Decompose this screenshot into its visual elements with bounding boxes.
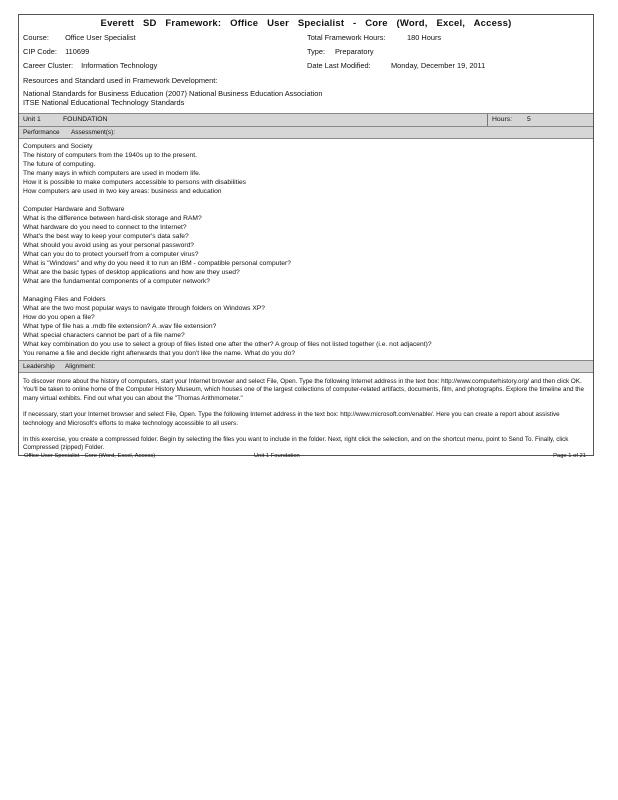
resources-label: Resources and Standard used in Framework Development: bbox=[23, 76, 218, 85]
section-files-folders bbox=[23, 295, 589, 358]
section-line: How computers are used in two key areas: business and education bbox=[23, 188, 222, 195]
course-label: Course: bbox=[23, 33, 49, 42]
resource-item: ITSE National Educational Technology Standards bbox=[23, 98, 185, 107]
section-hardware-software bbox=[23, 205, 589, 286]
performance-assessment-bar bbox=[19, 127, 593, 139]
section-spacer bbox=[23, 196, 589, 205]
alignment-label: Alignment: bbox=[65, 363, 96, 370]
section-line: What are the basic types of desktop applications and how are they used? bbox=[23, 269, 240, 276]
cluster-value: Information Technology bbox=[81, 61, 158, 70]
hours-label: Total Framework Hours: bbox=[307, 33, 386, 42]
cip-value: 110699 bbox=[65, 47, 90, 56]
unit-header-bar bbox=[19, 113, 593, 127]
assessment-label: Assessment(s): bbox=[71, 129, 116, 136]
modified-label: Date Last Modified: bbox=[307, 61, 371, 70]
leadership-alignment-bar bbox=[19, 360, 593, 373]
course-metadata bbox=[19, 31, 593, 89]
section-line: Computers and Society bbox=[23, 143, 93, 150]
assessment-content bbox=[19, 139, 593, 360]
paragraph: In this exercise, you create a compressed folder. Begin by selecting the files you want to include in the folder. Next, right click the selection, and on the shortcut menu, point to Send To. Finally, click Compressed (zipped) Folder. bbox=[23, 436, 569, 452]
section-computers-society bbox=[23, 142, 589, 196]
cluster-row bbox=[23, 61, 157, 70]
unit-hours-label: Hours: bbox=[492, 116, 513, 123]
section-line: The history of computers from the 1940s up to the present. bbox=[23, 152, 197, 159]
hours-value: 180 Hours bbox=[407, 33, 442, 42]
document-title: Everett SD Framework: Office User Specialist - Core (Word, Excel, Access) bbox=[100, 18, 512, 29]
section-line: What key combination do you use to select a group of files listed one after the other? A group of files not listed together (i.e. not adjacent)? bbox=[23, 341, 432, 348]
section-line: What should you avoid using as your personal password? bbox=[23, 242, 195, 249]
unit-number: Unit 1 bbox=[23, 116, 41, 123]
section-spacer bbox=[23, 286, 589, 295]
type-value: Preparatory bbox=[335, 47, 374, 56]
resource-item: National Standards for Business Education (2007) National Business Education Association bbox=[23, 89, 323, 98]
leadership-paragraphs bbox=[19, 373, 593, 453]
performance-label: Performance bbox=[23, 129, 60, 136]
section-line: What's the best way to keep your computer's data safe? bbox=[23, 233, 189, 240]
section-line: What can you do to protect yourself from a computer virus? bbox=[23, 251, 199, 258]
unit-name: FOUNDATION bbox=[63, 116, 108, 123]
section-line: What is the difference between hard-disk storage and RAM? bbox=[23, 215, 202, 222]
modified-value: Monday, December 19, 2011 bbox=[391, 61, 486, 70]
section-line: What are the two most popular ways to navigate through folders on Windows XP? bbox=[23, 305, 265, 312]
footer-course: Office User Specialist - Core (Word, Excel, Access) bbox=[24, 453, 156, 459]
section-line: What is "Windows" and why do you need it to run an IBM - compatible personal computer? bbox=[23, 260, 291, 267]
course-row bbox=[23, 33, 136, 42]
cip-label: CIP Code: bbox=[23, 47, 57, 56]
paragraph: If necessary, start your Internet browser and select File, Open. Type the following Internet address in the text box: http://www.microsoft.com/enable/. Here you can create a report about assistive technology and Microsoft's efforts to make technology accessible to all users. bbox=[23, 411, 560, 427]
section-line: What are the fundamental components of a computer network? bbox=[23, 278, 210, 285]
resources-list bbox=[19, 89, 593, 113]
unit-bar-divider bbox=[487, 114, 488, 126]
section-line: The many ways in which computers are used in modern life. bbox=[23, 170, 201, 177]
section-line: Managing Files and Folders bbox=[23, 296, 106, 303]
section-line: What type of file has a .mdb file extension? A .wav file extension? bbox=[23, 323, 217, 330]
section-line: How do you open a file? bbox=[23, 314, 95, 321]
footer-page-number: Page 1 of 21 bbox=[553, 453, 586, 459]
type-label: Type: bbox=[307, 47, 326, 56]
section-line: What special characters cannot be part of a file name? bbox=[23, 332, 185, 339]
section-line: How it is possible to make computers accessible to persons with disabilities bbox=[23, 179, 247, 186]
unit-hours-value: 5 bbox=[527, 116, 531, 123]
section-line: The future of computing. bbox=[23, 161, 96, 168]
cip-row bbox=[23, 47, 89, 56]
leadership-label: Leadership bbox=[23, 363, 55, 370]
framework-document bbox=[18, 14, 594, 456]
section-line: Computer Hardware and Software bbox=[23, 206, 125, 213]
cluster-label: Career Cluster: bbox=[23, 61, 74, 70]
section-line: You rename a file and decide right afterwards that you don't like the name. What do you do? bbox=[23, 350, 296, 357]
paragraph: To discover more about the history of computers, start your Internet browser and select File, Open. Type the following Internet address in the text box: http://www.computerhistory.org/ and then click OK. You'll be taken to online home of the Computer History Museum, which houses one of the largest collections of computer-related artifacts, documents, film, and photographs. Explore the timeline and the many virtual exhibits. Find out what you can about the "Thomas Arithmometer." bbox=[23, 378, 584, 402]
section-line: What hardware do you need to connect to the Internet? bbox=[23, 224, 187, 231]
course-value: Office User Specialist bbox=[65, 33, 136, 42]
footer-unit: Unit 1 Foundation bbox=[254, 453, 300, 459]
